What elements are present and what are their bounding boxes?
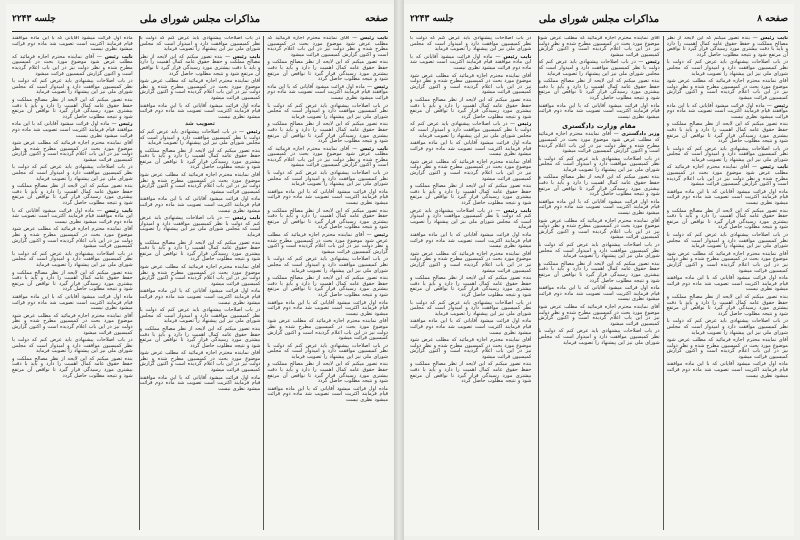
paragraph: آقای نماینده محترم اجازه فرمائید که مطلب عرض شود موضوع مورد بحث در کمیسیون مطرح شده و نظر دولت نیز در این باب اعلام گردیده است و اکنون گزارش کمیسیون قرائت میشود xyxy=(538,36,660,58)
paragraph: بنده تصور میکنم که این لایحه از نظر مصالح مملکت و حفظ حقوق عامه کمال اهمیت را دارد و باید با دقت بیشتری مورد رسیدگی قرار گیرد تا نواقص آن مرتفع شود و نتیجه مطلوب حاصل گردد xyxy=(267,59,388,83)
left-page xyxy=(6,4,394,536)
paragraph: بنده تصور میکنم که این لایحه از نظر مصالح مملکت و حفظ حقوق عامه کمال اهمیت را دارد و باید با دقت بیشتری مورد رسیدگی قرار گیرد تا نواقص آن مرتفع شود و نتیجه مطلوب حاصل گردد xyxy=(267,121,388,145)
speaker-name: نایب رئیس xyxy=(760,36,788,41)
paragraph: ماده اول قرائت میشود آقایانی که با این ماده موافقند قیام فرمایند اکثریت است تصویب شد ماده دوم قرائت میشود نظری نیست xyxy=(139,102,261,120)
paragraph: در باب اصلاحات پیشنهادی باید عرض کنم که دولت با نظر کمیسیون موافقت دارد و امیدوار است که مجلس شورای ملی نیز این پیشنهاد را تصویب فرماید xyxy=(267,102,388,120)
paragraph: آقای نماینده محترم اجازه فرمائید که مطلب عرض شود موضوع مورد بحث در کمیسیون مطرح شده و نظر دولت نیز در این باب اعلام گردیده است و اکنون گزارش کمیسیون قرائت میشود xyxy=(267,318,388,342)
paragraph: ماده اول قرائت میشود آقایانی که با این ماده موافقند قیام فرمایند اکثریت است تصویب شد ماده دوم قرائت میشود نظری نیست xyxy=(267,299,388,317)
paragraph: ماده اول قرائت میشود آقایانی که با این ماده موافقند قیام فرمایند اکثریت است تصویب شد ماده دوم قرائت میشود نظری نیست xyxy=(410,53,532,71)
paragraph: بنده تصور میکنم که این لایحه از نظر مصالح مملکت و حفظ حقوق عامه کمال اهمیت را دارد و باید با دقت بیشتری مورد رسیدگی قرار گیرد تا نواقص آن مرتفع شود و نتیجه مطلوب حاصل گردد xyxy=(538,174,660,198)
paragraph: بنده تصور میکنم که این لایحه از نظر مصالح مملکت و حفظ حقوق عامه کمال اهمیت را دارد و باید با دقت بیشتری مورد رسیدگی قرار گیرد تا نواقص آن مرتفع شود و نتیجه مطلوب حاصل گردد xyxy=(139,239,261,263)
paragraph: در باب اصلاحات پیشنهادی باید عرض کنم که دولت با نظر کمیسیون موافقت دارد و امیدوار است که مجلس شورای ملی نیز این پیشنهاد را تصویب فرماید xyxy=(666,232,788,250)
left-page-title: مذاکرات مجلس شورای ملی xyxy=(139,14,261,25)
right-page-header xyxy=(410,14,788,30)
paragraph: آقای نماینده محترم اجازه فرمائید که مطلب عرض شود موضوع مورد بحث در کمیسیون مطرح شده و نظر دولت نیز در این باب اعلام گردیده است و اکنون گزارش کمیسیون قرائت میشود xyxy=(12,140,133,163)
paragraph: بنده تصور میکنم که این لایحه از نظر مصالح مملکت و حفظ حقوق عامه کمال اهمیت را دارد و باید با دقت بیشتری مورد رسیدگی قرار گیرد تا نواقص آن مرتفع شود و نتیجه مطلوب حاصل گردد xyxy=(410,96,532,120)
speaker-name: رئیس xyxy=(774,102,788,109)
paragraph: ماده اول قرائت میشود آقایانی که با این ماده موافقند قیام فرمایند اکثریت است تصویب شد ماده دوم قرائت میشود نظری نیست xyxy=(666,275,788,293)
paragraph: آقای نماینده محترم اجازه فرمائید که مطلب عرض شود موضوع مورد بحث در کمیسیون مطرح شده و نظر دولت نیز در این باب اعلام گردیده است و اکنون گزارش کمیسیون قرائت میشود xyxy=(12,226,133,250)
paragraph: بنده تصور میکنم که این لایحه از نظر مصالح مملکت و حفظ حقوق عامه کمال اهمیت را دارد و باید با دقت بیشتری مورد رسیدگی قرار گیرد تا نواقص آن مرتفع شود و نتیجه مطلوب حاصل گردد xyxy=(12,183,133,207)
paragraph: در باب اصلاحات پیشنهادی باید عرض کنم که دولت با نظر کمیسیون موافقت دارد و امیدوار است که مجلس شورای ملی نیز این پیشنهاد را تصویب فرماید xyxy=(12,164,133,182)
speaker-name: نایب رئیس xyxy=(503,53,532,60)
paragraph: آقای نماینده محترم اجازه فرمائید که مطلب عرض شود موضوع مورد بحث در کمیسیون مطرح شده و نظر دولت نیز در این باب اعلام گردیده است و اکنون گزارش کمیسیون قرائت میشود xyxy=(538,303,660,327)
paragraph: در باب اصلاحات پیشنهادی باید عرض کنم که دولت با نظر کمیسیون موافقت دارد و امیدوار است که مجلس شورای ملی نیز این پیشنهاد را تصویب فرماید xyxy=(12,250,133,268)
paragraph: آقای نماینده محترم اجازه فرمائید که مطلب عرض شود موضوع مورد بحث در کمیسیون مطرح شده و نظر دولت نیز در این باب اعلام گردیده است و اکنون گزارش کمیسیون قرائت میشود xyxy=(12,53,133,77)
paragraph: آقای نماینده محترم اجازه فرمائید که مطلب عرض شود موضوع مورد بحث در کمیسیون مطرح شده و نظر دولت نیز در این باب اعلام گردیده است و اکنون گزارش کمیسیون قرائت میشود xyxy=(139,263,261,287)
paragraph: در باب اصلاحات پیشنهادی باید عرض کنم که دولت با نظر کمیسیون موافقت دارد و امیدوار است که مجلس شورای ملی نیز این پیشنهاد را تصویب فرماید xyxy=(538,155,660,173)
paragraph: ماده اول قرائت میشود آقایانی که با این ماده موافقند قیام فرمایند اکثریت است تصویب شد ماده دوم قرائت میشود نظری نیست xyxy=(139,196,261,214)
paragraph: بنده تصور میکنم که این لایحه از نظر مصالح مملکت و حفظ حقوق عامه کمال اهمیت را دارد و باید با دقت بیشتری مورد رسیدگی قرار گیرد تا نواقص آن مرتفع شود و نتیجه مطلوب حاصل گردد xyxy=(666,121,788,145)
paragraph: بنده تصور میکنم که این لایحه از نظر مصالح مملکت و حفظ حقوق عامه کمال اهمیت را دارد و باید با دقت بیشتری مورد رسیدگی قرار گیرد تا نواقص آن مرتفع شود و نتیجه مطلوب حاصل گردد xyxy=(410,275,532,298)
paragraph: در باب اصلاحات پیشنهادی باید عرض کنم که دولت با نظر کمیسیون موافقت دارد و امیدوار است که مجلس شورای ملی نیز این پیشنهاد را تصویب فرماید xyxy=(139,215,261,238)
paragraph: بنده تصور میکنم که این لایحه از نظر مصالح مملکت و حفظ حقوق عامه کمال اهمیت را دارد و باید با دقت بیشتری مورد رسیدگی قرار گیرد تا نواقص آن مرتفع شود و نتیجه مطلوب حاصل گردد xyxy=(139,53,261,77)
right-page-number: صفحه ۸ xyxy=(757,14,788,24)
paragraph: آقای نماینده محترم اجازه فرمائید که مطلب عرض شود موضوع مورد بحث در کمیسیون مطرح شده و نظر دولت نیز در این باب اعلام گردیده است و اکنون گزارش کمیسیون قرائت میشود xyxy=(410,337,532,360)
paragraph: ماده اول قرائت میشود آقایانی که با این ماده موافقند قیام فرمایند اکثریت است تصویب شد ماده دوم قرائت میشود نظری نیست xyxy=(410,318,532,336)
paragraph: آقای نماینده محترم اجازه فرمائید که مطلب عرض شود موضوع مورد بحث در کمیسیون مطرح شده و نظر دولت نیز در این باب اعلام گردیده است و اکنون گزارش کمیسیون قرائت میشود xyxy=(410,250,532,274)
text-column: در باب اصلاحات پیشنهادی باید عرض کنم که دولت با نظر کمیسیون موافقت دارد و امیدوار است که مجلس شورای ملی نیز این پیشنهاد را تصویب فرماید نایب رئیس — بنده تصور میکنم که این لایحه از نظر مصالح مملکت و حفظ حقوق عامه کمال اهمیت را دارد و باید با دقت بیشتری مورد رسیدگی قرار گیرد تا نواقص آن مرتفع شود و نتیجه مطلوب حاصل گردد آقای نماینده محترم اجازه فرمائید که مطلب عرض شود موضوع مورد بحث در کمیسیون مطرح شده و نظر دولت نیز در این باب اعلام گردیده است و اکنون گزارش کمیسیون قرائت میشود ماده اول قرائت میشود آقایانی که با این ماده موافقند قیام فرمایند اکثریت است تصویب شد ماده دوم قرائت میشود نظری نیست تصویب شد رئیس — در باب اصلاحات پیشنهادی باید عرض کنم که دولت با نظر کمیسیون موافقت دارد و امیدوار است که مجلس شورای ملی نیز این پیشنهاد را تصویب فرماید بنده تصور میکنم که این لایحه از نظر مصالح مملکت و حفظ حقوق عامه کمال اهمیت را دارد و باید با دقت بیشتری مورد رسیدگی قرار گیرد تا نواقص آن مرتفع شود و نتیجه مطلوب حاصل گردد آقای نماینده محترم اجازه فرمائید که مطلب عرض شود موضوع مورد بحث در کمیسیون مطرح شده و نظر دولت نیز در این باب اعلام گردیده است و اکنون گزارش کمیسیون قرائت میشود ماده اول قرائت میشود آقایانی که با این ماده موافقند قیام فرمایند اکثریت است تصویب شد ماده دوم قرائت میشود نظری نیست نایب رئیس — در باب اصلاحات پیشنهادی باید عرض کنم که دولت با نظر کمیسیون موافقت دارد و امیدوار است که مجلس شورای ملی نیز این پیشنهاد را تصویب فرماید بنده تصور میکنم که این لایحه از نظر مصالح مملکت و حفظ حقوق عامه کمال اهمیت را دارد و باید با دقت بیشتری مورد رسیدگی قرار گیرد تا نواقص آن مرتفع شود و نتیجه مطلوب حاصل گردد آقای نماینده محترم اجازه فرمائید که مطلب عرض شود موضوع مورد بحث در کمیسیون مطرح شده و نظر دولت نیز در این باب اعلام گردیده است و اکنون گزارش کمیسیون قرائت میشود ماده اول قرائت میشود آقایانی که با این ماده موافقند قیام فرمایند اکثریت است تصویب شد ماده دوم قرائت میشود نظری نیست در باب اصلاحات پیشنهادی باید عرض کنم که دولت با نظر کمیسیون موافقت دارد و امیدوار است که مجلس شورای ملی نیز این پیشنهاد را تصویب فرماید بنده تصور میکنم که این لایحه از نظر مصالح مملکت و حفظ حقوق عامه کمال اهمیت را دارد و باید با دقت بیشتری مورد رسیدگی قرار گیرد تا نواقص آن مرتفع شود و نتیجه مطلوب حاصل گردد آقای نماینده محترم اجازه فرمائید که مطلب عرض شود موضوع مورد بحث در کمیسیون مطرح شده و نظر دولت نیز در این باب اعلام گردیده است و اکنون گزارش کمیسیون قرائت میشود ماده اول قرائت میشود آقایانی که با این ماده موافقند قیام فرمایند اکثریت است تصویب شد ماده دوم قرائت میشود نظری نیست xyxy=(139,36,261,392)
paragraph: در باب اصلاحات پیشنهادی باید عرض کنم که دولت با نظر کمیسیون موافقت دارد و امیدوار است که مجلس شورای ملی نیز این پیشنهاد را تصویب فرماید xyxy=(267,342,388,360)
right-header-rule xyxy=(410,31,788,32)
paragraph: در باب اصلاحات پیشنهادی باید عرض کنم که دولت با نظر کمیسیون موافقت دارد و امیدوار است که مجلس شورای ملی نیز این پیشنهاد را تصویب فرماید xyxy=(139,36,261,53)
speaker-name: نایب رئیس xyxy=(760,164,788,171)
paragraph: بنده تصور میکنم که این لایحه از نظر مصالح مملکت و حفظ حقوق عامه کمال اهمیت را دارد و باید با دقت بیشتری مورد رسیدگی قرار گیرد تا نواقص آن مرتفع شود و نتیجه مطلوب حاصل گردد xyxy=(666,36,788,58)
paragraph: ماده اول قرائت میشود آقایانی که با این ماده موافقند قیام فرمایند اکثریت است تصویب شد ماده دوم قرائت میشود نظری نیست xyxy=(12,207,133,225)
paragraph: آقای نماینده محترم اجازه فرمائید که مطلب عرض شود موضوع مورد بحث در کمیسیون مطرح شده و نظر دولت نیز در این باب اعلام گردیده است و اکنون گزارش کمیسیون قرائت میشود xyxy=(410,158,532,182)
paragraph: در باب اصلاحات پیشنهادی باید عرض کنم که دولت با نظر کمیسیون موافقت دارد و امیدوار است که مجلس شورای ملی نیز این پیشنهاد را تصویب فرماید xyxy=(139,307,261,325)
paragraph: بنده تصور میکنم که این لایحه از نظر مصالح مملکت و حفظ حقوق عامه کمال اهمیت را دارد و باید با دقت بیشتری مورد رسیدگی قرار گیرد تا نواقص آن مرتفع شود و نتیجه مطلوب حاصل گردد xyxy=(139,147,261,171)
right-columns xyxy=(410,36,788,530)
paragraph: ماده اول قرائت میشود آقایانی که با این ماده موافقند قیام فرمایند اکثریت است تصویب شد ماده دوم قرائت میشود نظری نیست xyxy=(139,374,261,392)
paragraph: در باب اصلاحات پیشنهادی باید عرض کنم که دولت با نظر کمیسیون موافقت دارد و امیدوار است که مجلس شورای ملی نیز این پیشنهاد را تصویب فرماید xyxy=(12,337,133,355)
paragraph: در باب اصلاحات پیشنهادی باید عرض کنم که دولت با نظر کمیسیون موافقت دارد و امیدوار است که مجلس شورای ملی نیز این پیشنهاد را تصویب فرماید xyxy=(666,145,788,163)
paragraph: ماده اول قرائت میشود آقایانی که با این ماده موافقند قیام فرمایند اکثریت است تصویب شد ماده دوم قرائت میشود نظری نیست xyxy=(538,198,660,217)
paragraph: ماده اول قرائت میشود آقایانی که با این ماده موافقند قیام فرمایند اکثریت است تصویب شد ماده دوم قرائت میشود نظری نیست xyxy=(12,293,133,312)
speaker-name: نایب رئیس xyxy=(232,215,261,222)
paragraph: در باب اصلاحات پیشنهادی باید عرض کنم که دولت با نظر کمیسیون موافقت دارد و امیدوار است که مجلس شورای ملی نیز این پیشنهاد را تصویب فرماید xyxy=(666,318,788,336)
page-gutter xyxy=(394,0,404,540)
paragraph: در باب اصلاحات پیشنهادی باید عرض کنم که دولت با نظر کمیسیون موافقت دارد و امیدوار است که مجلس شورای ملی نیز این پیشنهاد را تصویب فرماید xyxy=(267,256,388,274)
left-header-rule xyxy=(12,31,388,32)
left-page-session: جلسه ۲۲۴۳ xyxy=(12,14,56,24)
paragraph: آقای نماینده محترم اجازه فرمائید که مطلب عرض شود موضوع مورد بحث در کمیسیون مطرح شده و نظر دولت نیز در این باب اعلام گردیده است و اکنون گزارش کمیسیون قرائت میشود xyxy=(12,312,133,336)
paragraph: ماده اول قرائت میشود آقایانی که با این ماده موافقند قیام فرمایند اکثریت است تصویب شد ماده دوم قرائت میشود نظری نیست xyxy=(139,288,261,306)
paragraph: در باب اصلاحات پیشنهادی باید عرض کنم که دولت با نظر کمیسیون موافقت دارد و امیدوار است که مجلس شورای ملی نیز این پیشنهاد را تصویب فرماید xyxy=(139,128,261,147)
paragraph: بنده تصور میکنم که این لایحه از نظر مصالح مملکت و حفظ حقوق عامه کمال اهمیت را دارد و باید با دقت بیشتری مورد رسیدگی قرار گیرد تا نواقص آن مرتفع شود و نتیجه مطلوب حاصل گردد xyxy=(538,260,660,284)
speaker-name: رئیس xyxy=(517,121,532,128)
paragraph: آقای نماینده محترم اجازه فرمائید که مطلب عرض شود موضوع مورد بحث در کمیسیون مطرح شده و نظر دولت نیز در این باب اعلام گردیده است و اکنون گزارش کمیسیون قرائت میشود xyxy=(538,217,660,241)
paragraph: ماده اول قرائت میشود آقایانی که با این ماده موافقند قیام فرمایند اکثریت است تصویب شد ماده دوم قرائت میشود نظری نیست xyxy=(267,188,388,207)
paragraph: ماده اول قرائت میشود آقایانی که با این ماده موافقند قیام فرمایند اکثریت است تصویب شد ماده دوم قرائت میشود نظری نیست xyxy=(538,285,660,303)
paragraph: آقای نماینده محترم اجازه فرمائید که مطلب عرض شود موضوع مورد بحث در کمیسیون مطرح شده و نظر دولت نیز در این باب اعلام گردیده است و اکنون گزارش کمیسیون قرائت میشود xyxy=(538,131,660,155)
paragraph: در باب اصلاحات پیشنهادی باید عرض کنم که دولت با نظر کمیسیون موافقت دارد و امیدوار است که مجلس شورای ملی نیز این پیشنهاد را تصویب فرماید xyxy=(538,328,660,346)
speaker-name: رئیس xyxy=(246,128,261,135)
speaker-name: رئیس xyxy=(374,232,388,238)
paragraph: آقای نماینده محترم اجازه فرمائید که مطلب عرض شود موضوع مورد بحث در کمیسیون مطرح شده و نظر دولت نیز در این باب اعلام گردیده است و اکنون گزارش کمیسیون قرائت میشود xyxy=(139,78,261,101)
speaker-name: وزیر دادگستری xyxy=(621,131,660,138)
paragraph: ماده اول قرائت میشود آقایانی که با این ماده موافقند قیام فرمایند اکثریت است تصویب شد ماده دوم قرائت میشود نظری نیست xyxy=(267,83,388,101)
speaker-name: نایب رئیس xyxy=(360,145,388,152)
paragraph: آقای نماینده محترم اجازه فرمائید که مطلب عرض شود موضوع مورد بحث در کمیسیون مطرح شده و نظر دولت نیز در این باب اعلام گردیده است و اکنون گزارش کمیسیون قرائت میشود xyxy=(410,72,532,96)
speaker-name: نایب رئیس xyxy=(104,207,133,214)
paragraph: ماده اول قرائت میشود آقایانی که با این ماده موافقند قیام فرمایند اکثریت است تصویب شد ماده دوم قرائت میشود نظری نیست xyxy=(12,121,133,139)
paragraph: ماده اول قرائت میشود آقایانی که با این ماده موافقند قیام فرمایند اکثریت است تصویب شد ماده دوم قرائت میشود نظری نیست xyxy=(267,385,388,404)
paragraph: ماده اول قرائت میشود آقایانی که با این ماده موافقند قیام فرمایند اکثریت است تصویب شد ماده دوم قرائت میشود نظری نیست xyxy=(666,188,788,207)
text-column: نایب رئیس — بنده تصور میکنم که این لایحه از نظر مصالح مملکت و حفظ حقوق عامه کمال اهمیت را دارد و باید با دقت بیشتری مورد رسیدگی قرار گیرد تا نواقص آن مرتفع شود و نتیجه مطلوب حاصل گردد در باب اصلاحات پیشنهادی باید عرض کنم که دولت با نظر کمیسیون موافقت دارد و امیدوار است که مجلس شورای ملی نیز این پیشنهاد را تصویب فرماید آقای نماینده محترم اجازه فرمائید که مطلب عرض شود موضوع مورد بحث در کمیسیون مطرح شده و نظر دولت نیز در این باب اعلام گردیده است و اکنون گزارش کمیسیون قرائت میشود رئیس — ماده اول قرائت میشود آقایانی که با این ماده موافقند قیام فرمایند اکثریت است تصویب شد ماده دوم قرائت میشود نظری نیست بنده تصور میکنم که این لایحه از نظر مصالح مملکت و حفظ حقوق عامه کمال اهمیت را دارد و باید با دقت بیشتری مورد رسیدگی قرار گیرد تا نواقص آن مرتفع شود و نتیجه مطلوب حاصل گردد در باب اصلاحات پیشنهادی باید عرض کنم که دولت با نظر کمیسیون موافقت دارد و امیدوار است که مجلس شورای ملی نیز این پیشنهاد را تصویب فرماید نایب رئیس — آقای نماینده محترم اجازه فرمائید که مطلب عرض شود موضوع مورد بحث در کمیسیون مطرح شده و نظر دولت نیز در این باب اعلام گردیده است و اکنون گزارش کمیسیون قرائت میشود ماده اول قرائت میشود آقایانی که با این ماده موافقند قیام فرمایند اکثریت است تصویب شد ماده دوم قرائت میشود نظری نیست بنده تصور میکنم که این لایحه از نظر مصالح مملکت و حفظ حقوق عامه کمال اهمیت را دارد و باید با دقت بیشتری مورد رسیدگی قرار گیرد تا نواقص آن مرتفع شود و نتیجه مطلوب حاصل گردد در باب اصلاحات پیشنهادی باید عرض کنم که دولت با نظر کمیسیون موافقت دارد و امیدوار است که مجلس شورای ملی نیز این پیشنهاد را تصویب فرماید آقای نماینده محترم اجازه فرمائید که مطلب عرض شود موضوع مورد بحث در کمیسیون مطرح شده و نظر دولت نیز در این باب اعلام گردیده است و اکنون گزارش کمیسیون قرائت میشود ماده اول قرائت میشود آقایانی که با این ماده موافقند قیام فرمایند اکثریت است تصویب شد ماده دوم قرائت میشود نظری نیست بنده تصور میکنم که این لایحه از نظر مصالح مملکت و حفظ حقوق عامه کمال اهمیت را دارد و باید با دقت بیشتری مورد رسیدگی قرار گیرد تا نواقص آن مرتفع شود و نتیجه مطلوب حاصل گردد در باب اصلاحات پیشنهادی باید عرض کنم که دولت با نظر کمیسیون موافقت دارد و امیدوار است که مجلس شورای ملی نیز این پیشنهاد را تصویب فرماید آقای نماینده محترم اجازه فرمائید که مطلب عرض شود موضوع مورد بحث در کمیسیون مطرح شده و نظر دولت نیز در این باب اعلام گردیده است و اکنون گزارش کمیسیون قرائت میشود ماده اول قرائت میشود آقایانی که با این ماده موافقند قیام فرمایند اکثریت است تصویب شد ماده دوم قرائت میشود نظری نیست xyxy=(666,36,788,379)
paragraph: در باب اصلاحات پیشنهادی باید عرض کنم که دولت با نظر کمیسیون موافقت دارد و امیدوار است که مجلس شورای ملی نیز این پیشنهاد را تصویب فرماید xyxy=(538,59,660,77)
paragraph: ماده اول قرائت میشود آقایانی که با این ماده موافقند قیام فرمایند اکثریت است تصویب شد ماده دوم قرائت میشود نظری نیست xyxy=(538,102,660,120)
paragraph: بنده تصور میکنم که این لایحه از نظر مصالح مملکت و حفظ حقوق عامه کمال اهمیت را دارد و باید با دقت بیشتری مورد رسیدگی قرار گیرد تا نواقص آن مرتفع شود و نتیجه مطلوب حاصل گردد xyxy=(139,325,261,349)
paragraph: بنده تصور میکنم که این لایحه از نظر مصالح مملکت و حفظ حقوق عامه کمال اهمیت را دارد و باید با دقت بیشتری مورد رسیدگی قرار گیرد تا نواقص آن مرتفع شود و نتیجه مطلوب حاصل گردد xyxy=(538,78,660,101)
paragraph: ماده اول قرائت میشود آقایانی که با این ماده موافقند قیام فرمایند اکثریت است تصویب شد ماده دوم قرائت میشود نظری نیست xyxy=(410,232,532,250)
left-page-header xyxy=(12,14,388,30)
paragraph: در باب اصلاحات پیشنهادی باید عرض کنم که دولت با نظر کمیسیون موافقت دارد و امیدوار است که مجلس شورای ملی نیز این پیشنهاد را تصویب فرماید xyxy=(538,242,660,260)
paragraph: در باب اصلاحات پیشنهادی باید عرض کنم که دولت با نظر کمیسیون موافقت دارد و امیدوار است که مجلس شورای ملی نیز این پیشنهاد را تصویب فرماید xyxy=(267,170,388,188)
paragraph: آقای نماینده محترم اجازه فرمائید که مطلب عرض شود موضوع مورد بحث در کمیسیون مطرح شده و نظر دولت نیز در این باب اعلام گردیده است و اکنون گزارش کمیسیون قرائت میشود xyxy=(666,337,788,360)
right-page-session: جلسه ۲۲۴۳ xyxy=(410,14,454,24)
paragraph: آقای نماینده محترم اجازه فرمائید که مطلب عرض شود موضوع مورد بحث در کمیسیون مطرح شده و نظر دولت نیز در این باب اعلام گردیده است و اکنون گزارش کمیسیون قرائت میشود xyxy=(267,145,388,169)
paragraph: آقای نماینده محترم اجازه فرمائید که مطلب عرض شود موضوع مورد بحث در کمیسیون مطرح شده و نظر دولت نیز در این باب اعلام گردیده است و اکنون گزارش کمیسیون قرائت میشود xyxy=(666,78,788,101)
vote-result: تصویب شد xyxy=(185,121,215,128)
speaker-name: رئیس xyxy=(645,59,660,66)
paragraph: بنده تصور میکنم که این لایحه از نظر مصالح مملکت و حفظ حقوق عامه کمال اهمیت را دارد و باید با دقت بیشتری مورد رسیدگی قرار گیرد تا نواقص آن مرتفع شود و نتیجه مطلوب حاصل گردد xyxy=(12,269,133,293)
paragraph: بنده تصور میکنم که این لایحه از نظر مصالح مملکت و حفظ حقوق عامه کمال اهمیت را دارد و باید با دقت بیشتری مورد رسیدگی قرار گیرد تا نواقص آن مرتفع شود و نتیجه مطلوب حاصل گردد xyxy=(410,183,532,207)
paragraph: آقای نماینده محترم اجازه فرمائید که مطلب عرض شود موضوع مورد بحث در کمیسیون مطرح شده و نظر دولت نیز در این باب اعلام گردیده است و اکنون گزارش کمیسیون قرائت میشود xyxy=(139,350,261,374)
section-heading: مقام وزارت دادگستری xyxy=(562,122,636,131)
speaker-name: رئیس xyxy=(118,121,133,128)
paragraph: بنده تصور میکنم که این لایحه از نظر مصالح مملکت و حفظ حقوق عامه کمال اهمیت را دارد و باید با دقت بیشتری مورد رسیدگی قرار گیرد تا نواقص آن مرتفع شود و نتیجه مطلوب حاصل گردد xyxy=(410,361,532,385)
paragraph: بنده تصور میکنم که این لایحه از نظر مصالح مملکت و حفظ حقوق عامه کمال اهمیت را دارد و باید با دقت بیشتری مورد رسیدگی قرار گیرد تا نواقص آن مرتفع شود و نتیجه مطلوب حاصل گردد xyxy=(267,275,388,298)
paragraph: بنده تصور میکنم که این لایحه از نظر مصالح مملکت و حفظ حقوق عامه کمال اهمیت را دارد و باید با دقت بیشتری مورد رسیدگی قرار گیرد تا نواقص آن مرتفع شود و نتیجه مطلوب حاصل گردد xyxy=(267,361,388,385)
left-page-number: صفحه xyxy=(365,14,388,24)
speaker-name: نایب رئیس xyxy=(503,207,532,214)
paragraph: بنده تصور میکنم که این لایحه از نظر مصالح مملکت و حفظ حقوق عامه کمال اهمیت را دارد و باید با دقت بیشتری مورد رسیدگی قرار گیرد تا نواقص آن مرتفع شود و نتیجه مطلوب حاصل گردد xyxy=(666,207,788,231)
paragraph: بنده تصور میکنم که این لایحه از نظر مصالح مملکت و حفظ حقوق عامه کمال اهمیت را دارد و باید با دقت بیشتری مورد رسیدگی قرار گیرد تا نواقص آن مرتفع شود و نتیجه مطلوب حاصل گردد xyxy=(12,96,133,120)
left-columns xyxy=(12,36,388,530)
text-column: آقای نماینده محترم اجازه فرمائید که مطلب عرض شود موضوع مورد بحث در کمیسیون مطرح شده و نظر دولت نیز در این باب اعلام گردیده است و اکنون گزارش کمیسیون قرائت میشود رئیس — در باب اصلاحات پیشنهادی باید عرض کنم که دولت با نظر کمیسیون موافقت دارد و امیدوار است که مجلس شورای ملی نیز این پیشنهاد را تصویب فرماید بنده تصور میکنم که این لایحه از نظر مصالح مملکت و حفظ حقوق عامه کمال اهمیت را دارد و باید با دقت بیشتری مورد رسیدگی قرار گیرد تا نواقص آن مرتفع شود و نتیجه مطلوب حاصل گردد ماده اول قرائت میشود آقایانی که با این ماده موافقند قیام فرمایند اکثریت است تصویب شد ماده دوم قرائت میشود نظری نیست مقام وزارت دادگستری وزیر دادگستری — آقای نماینده محترم اجازه فرمائید که مطلب عرض شود موضوع مورد بحث در کمیسیون مطرح شده و نظر دولت نیز در این باب اعلام گردیده است و اکنون گزارش کمیسیون قرائت میشود در باب اصلاحات پیشنهادی باید عرض کنم که دولت با نظر کمیسیون موافقت دارد و امیدوار است که مجلس شورای ملی نیز این پیشنهاد را تصویب فرماید بنده تصور میکنم که این لایحه از نظر مصالح مملکت و حفظ حقوق عامه کمال اهمیت را دارد و باید با دقت بیشتری مورد رسیدگی قرار گیرد تا نواقص آن مرتفع شود و نتیجه مطلوب حاصل گردد ماده اول قرائت میشود آقایانی که با این ماده موافقند قیام فرمایند اکثریت است تصویب شد ماده دوم قرائت میشود نظری نیست آقای نماینده محترم اجازه فرمائید که مطلب عرض شود موضوع مورد بحث در کمیسیون مطرح شده و نظر دولت نیز در این باب اعلام گردیده است و اکنون گزارش کمیسیون قرائت میشود در باب اصلاحات پیشنهادی باید عرض کنم که دولت با نظر کمیسیون موافقت دارد و امیدوار است که مجلس شورای ملی نیز این پیشنهاد را تصویب فرماید بنده تصور میکنم که این لایحه از نظر مصالح مملکت و حفظ حقوق عامه کمال اهمیت را دارد و باید با دقت بیشتری مورد رسیدگی قرار گیرد تا نواقص آن مرتفع شود و نتیجه مطلوب حاصل گردد ماده اول قرائت میشود آقایانی که با این ماده موافقند قیام فرمایند اکثریت است تصویب شد ماده دوم قرائت میشود نظری نیست آقای نماینده محترم اجازه فرمائید که مطلب عرض شود موضوع مورد بحث در کمیسیون مطرح شده و نظر دولت نیز در این باب اعلام گردیده است و اکنون گزارش کمیسیون قرائت میشود در باب اصلاحات پیشنهادی باید عرض کنم که دولت با نظر کمیسیون موافقت دارد و امیدوار است که مجلس شورای ملی نیز این پیشنهاد را تصویب فرماید xyxy=(538,36,660,346)
right-page xyxy=(404,4,794,536)
speaker-name: نایب رئیس xyxy=(104,53,133,60)
paragraph: در باب اصلاحات پیشنهادی باید عرض کنم که دولت با نظر کمیسیون موافقت دارد و امیدوار است که مجلس شورای ملی نیز این پیشنهاد را تصویب فرماید xyxy=(410,36,532,53)
paragraph: بنده تصور میکنم که این لایحه از نظر مصالح مملکت و حفظ حقوق عامه کمال اهمیت را دارد و باید با دقت بیشتری مورد رسیدگی قرار گیرد تا نواقص آن مرتفع شود و نتیجه مطلوب حاصل گردد xyxy=(12,355,133,379)
text-column: ماده اول قرائت میشود آقایانی که با این ماده موافقند قیام فرمایند اکثریت است تصویب شد ماده دوم قرائت میشود نظری نیست نایب رئیس — آقای نماینده محترم اجازه فرمائید که مطلب عرض شود موضوع مورد بحث در کمیسیون مطرح شده و نظر دولت نیز در این باب اعلام گردیده است و اکنون گزارش کمیسیون قرائت میشود در باب اصلاحات پیشنهادی باید عرض کنم که دولت با نظر کمیسیون موافقت دارد و امیدوار است که مجلس شورای ملی نیز این پیشنهاد را تصویب فرماید بنده تصور میکنم که این لایحه از نظر مصالح مملکت و حفظ حقوق عامه کمال اهمیت را دارد و باید با دقت بیشتری مورد رسیدگی قرار گیرد تا نواقص آن مرتفع شود و نتیجه مطلوب حاصل گردد رئیس — ماده اول قرائت میشود آقایانی که با این ماده موافقند قیام فرمایند اکثریت است تصویب شد ماده دوم قرائت میشود نظری نیست آقای نماینده محترم اجازه فرمائید که مطلب عرض شود موضوع مورد بحث در کمیسیون مطرح شده و نظر دولت نیز در این باب اعلام گردیده است و اکنون گزارش کمیسیون قرائت میشود در باب اصلاحات پیشنهادی باید عرض کنم که دولت با نظر کمیسیون موافقت دارد و امیدوار است که مجلس شورای ملی نیز این پیشنهاد را تصویب فرماید بنده تصور میکنم که این لایحه از نظر مصالح مملکت و حفظ حقوق عامه کمال اهمیت را دارد و باید با دقت بیشتری مورد رسیدگی قرار گیرد تا نواقص آن مرتفع شود و نتیجه مطلوب حاصل گردد نایب رئیس — ماده اول قرائت میشود آقایانی که با این ماده موافقند قیام فرمایند اکثریت است تصویب شد ماده دوم قرائت میشود نظری نیست آقای نماینده محترم اجازه فرمائید که مطلب عرض شود موضوع مورد بحث در کمیسیون مطرح شده و نظر دولت نیز در این باب اعلام گردیده است و اکنون گزارش کمیسیون قرائت میشود در باب اصلاحات پیشنهادی باید عرض کنم که دولت با نظر کمیسیون موافقت دارد و امیدوار است که مجلس شورای ملی نیز این پیشنهاد را تصویب فرماید بنده تصور میکنم که این لایحه از نظر مصالح مملکت و حفظ حقوق عامه کمال اهمیت را دارد و باید با دقت بیشتری مورد رسیدگی قرار گیرد تا نواقص آن مرتفع شود و نتیجه مطلوب حاصل گردد ماده اول قرائت میشود آقایانی که با این ماده موافقند قیام فرمایند اکثریت است تصویب شد ماده دوم قرائت میشود نظری نیست آقای نماینده محترم اجازه فرمائید که مطلب عرض شود موضوع مورد بحث در کمیسیون مطرح شده و نظر دولت نیز در این باب اعلام گردیده است و اکنون گزارش کمیسیون قرائت میشود در باب اصلاحات پیشنهادی باید عرض کنم که دولت با نظر کمیسیون موافقت دارد و امیدوار است که مجلس شورای ملی نیز این پیشنهاد را تصویب فرماید بنده تصور میکنم که این لایحه از نظر مصالح مملکت و حفظ حقوق عامه کمال اهمیت را دارد و باید با دقت بیشتری مورد رسیدگی قرار گیرد تا نواقص آن مرتفع شود و نتیجه مطلوب حاصل گردد xyxy=(12,36,133,379)
text-column: در باب اصلاحات پیشنهادی باید عرض کنم که دولت با نظر کمیسیون موافقت دارد و امیدوار است که مجلس شورای ملی نیز این پیشنهاد را تصویب فرماید نایب رئیس — ماده اول قرائت میشود آقایانی که با این ماده موافقند قیام فرمایند اکثریت است تصویب شد ماده دوم قرائت میشود نظری نیست آقای نماینده محترم اجازه فرمائید که مطلب عرض شود موضوع مورد بحث در کمیسیون مطرح شده و نظر دولت نیز در این باب اعلام گردیده است و اکنون گزارش کمیسیون قرائت میشود بنده تصور میکنم که این لایحه از نظر مصالح مملکت و حفظ حقوق عامه کمال اهمیت را دارد و باید با دقت بیشتری مورد رسیدگی قرار گیرد تا نواقص آن مرتفع شود و نتیجه مطلوب حاصل گردد رئیس — در باب اصلاحات پیشنهادی باید عرض کنم که دولت با نظر کمیسیون موافقت دارد و امیدوار است که مجلس شورای ملی نیز این پیشنهاد را تصویب فرماید ماده اول قرائت میشود آقایانی که با این ماده موافقند قیام فرمایند اکثریت است تصویب شد ماده دوم قرائت میشود نظری نیست آقای نماینده محترم اجازه فرمائید که مطلب عرض شود موضوع مورد بحث در کمیسیون مطرح شده و نظر دولت نیز در این باب اعلام گردیده است و اکنون گزارش کمیسیون قرائت میشود بنده تصور میکنم که این لایحه از نظر مصالح مملکت و حفظ حقوق عامه کمال اهمیت را دارد و باید با دقت بیشتری مورد رسیدگی قرار گیرد تا نواقص آن مرتفع شود و نتیجه مطلوب حاصل گردد نایب رئیس — در باب اصلاحات پیشنهادی باید عرض کنم که دولت با نظر کمیسیون موافقت دارد و امیدوار است که مجلس شورای ملی نیز این پیشنهاد را تصویب فرماید ماده اول قرائت میشود آقایانی که با این ماده موافقند قیام فرمایند اکثریت است تصویب شد ماده دوم قرائت میشود نظری نیست آقای نماینده محترم اجازه فرمائید که مطلب عرض شود موضوع مورد بحث در کمیسیون مطرح شده و نظر دولت نیز در این باب اعلام گردیده است و اکنون گزارش کمیسیون قرائت میشود بنده تصور میکنم که این لایحه از نظر مصالح مملکت و حفظ حقوق عامه کمال اهمیت را دارد و باید با دقت بیشتری مورد رسیدگی قرار گیرد تا نواقص آن مرتفع شود و نتیجه مطلوب حاصل گردد در باب اصلاحات پیشنهادی باید عرض کنم که دولت با نظر کمیسیون موافقت دارد و امیدوار است که مجلس شورای ملی نیز این پیشنهاد را تصویب فرماید ماده اول قرائت میشود آقایانی که با این ماده موافقند قیام فرمایند اکثریت است تصویب شد ماده دوم قرائت میشود نظری نیست آقای نماینده محترم اجازه فرمائید که مطلب عرض شود موضوع مورد بحث در کمیسیون مطرح شده و نظر دولت نیز در این باب اعلام گردیده است و اکنون گزارش کمیسیون قرائت میشود بنده تصور میکنم که این لایحه از نظر مصالح مملکت و حفظ حقوق عامه کمال اهمیت را دارد و باید با دقت بیشتری مورد رسیدگی قرار گیرد تا نواقص آن مرتفع شود و نتیجه مطلوب حاصل گردد xyxy=(410,36,532,385)
paragraph: بنده تصور میکنم که این لایحه از نظر مصالح مملکت و حفظ حقوق عامه کمال اهمیت را دارد و باید با دقت بیشتری مورد رسیدگی قرار گیرد تا نواقص آن مرتفع شود و نتیجه مطلوب حاصل گردد xyxy=(666,293,788,317)
paragraph: آقای نماینده محترم اجازه فرمائید که مطلب عرض شود موضوع مورد بحث در کمیسیون مطرح شده و نظر دولت نیز در این باب اعلام گردیده است و اکنون گزارش کمیسیون قرائت میشود xyxy=(139,172,261,195)
paragraph: ماده اول قرائت میشود آقایانی که با این ماده موافقند قیام فرمایند اکثریت است تصویب شد ماده دوم قرائت میشود نظری نیست xyxy=(12,36,133,53)
paragraph: در باب اصلاحات پیشنهادی باید عرض کنم که دولت با نظر کمیسیون موافقت دارد و امیدوار است که مجلس شورای ملی نیز این پیشنهاد را تصویب فرماید xyxy=(666,59,788,77)
paragraph: در باب اصلاحات پیشنهادی باید عرض کنم که دولت با نظر کمیسیون موافقت دارد و امیدوار است که مجلس شورای ملی نیز این پیشنهاد را تصویب فرماید xyxy=(410,299,532,317)
paragraph: ماده اول قرائت میشود آقایانی که با این ماده موافقند قیام فرمایند اکثریت است تصویب شد ماده دوم قرائت میشود نظری نیست xyxy=(666,361,788,379)
paragraph: آقای نماینده محترم اجازه فرمائید که مطلب عرض شود موضوع مورد بحث در کمیسیون مطرح شده و نظر دولت نیز در این باب اعلام گردیده است و اکنون گزارش کمیسیون قرائت میشود xyxy=(666,250,788,274)
paragraph: آقای نماینده محترم اجازه فرمائید که مطلب عرض شود موضوع مورد بحث در کمیسیون مطرح شده و نظر دولت نیز در این باب اعلام گردیده است و اکنون گزارش کمیسیون قرائت میشود xyxy=(666,164,788,188)
text-column: نایب رئیس — آقای نماینده محترم اجازه فرمائید که مطلب عرض شود موضوع مورد بحث در کمیسیون مطرح شده و نظر دولت نیز در این باب اعلام گردیده است و اکنون گزارش کمیسیون قرائت میشود بنده تصور میکنم که این لایحه از نظر مصالح مملکت و حفظ حقوق عامه کمال اهمیت را دارد و باید با دقت بیشتری مورد رسیدگی قرار گیرد تا نواقص آن مرتفع شود و نتیجه مطلوب حاصل گردد رئیس — ماده اول قرائت میشود آقایانی که با این ماده موافقند قیام فرمایند اکثریت است تصویب شد ماده دوم قرائت میشود نظری نیست در باب اصلاحات پیشنهادی باید عرض کنم که دولت با نظر کمیسیون موافقت دارد و امیدوار است که مجلس شورای ملی نیز این پیشنهاد را تصویب فرماید بنده تصور میکنم که این لایحه از نظر مصالح مملکت و حفظ حقوق عامه کمال اهمیت را دارد و باید با دقت بیشتری مورد رسیدگی قرار گیرد تا نواقص آن مرتفع شود و نتیجه مطلوب حاصل گردد نایب رئیس — آقای نماینده محترم اجازه فرمائید که مطلب عرض شود موضوع مورد بحث در کمیسیون مطرح شده و نظر دولت نیز در این باب اعلام گردیده است و اکنون گزارش کمیسیون قرائت میشود در باب اصلاحات پیشنهادی باید عرض کنم که دولت با نظر کمیسیون موافقت دارد و امیدوار است که مجلس شورای ملی نیز این پیشنهاد را تصویب فرماید ماده اول قرائت میشود آقایانی که با این ماده موافقند قیام فرمایند اکثریت است تصویب شد ماده دوم قرائت میشود نظری نیست بنده تصور میکنم که این لایحه از نظر مصالح مملکت و حفظ حقوق عامه کمال اهمیت را دارد و باید با دقت بیشتری مورد رسیدگی قرار گیرد تا نواقص آن مرتفع شود و نتیجه مطلوب حاصل گردد رئیس — آقای نماینده محترم اجازه فرمائید که مطلب عرض شود موضوع مورد بحث در کمیسیون مطرح شده و نظر دولت نیز در این باب اعلام گردیده است و اکنون گزارش کمیسیون قرائت میشود در باب اصلاحات پیشنهادی باید عرض کنم که دولت با نظر کمیسیون موافقت دارد و امیدوار است که مجلس شورای ملی نیز این پیشنهاد را تصویب فرماید بنده تصور میکنم که این لایحه از نظر مصالح مملکت و حفظ حقوق عامه کمال اهمیت را دارد و باید با دقت بیشتری مورد رسیدگی قرار گیرد تا نواقص آن مرتفع شود و نتیجه مطلوب حاصل گردد ماده اول قرائت میشود آقایانی که با این ماده موافقند قیام فرمایند اکثریت است تصویب شد ماده دوم قرائت میشود نظری نیست آقای نماینده محترم اجازه فرمائید که مطلب عرض شود موضوع مورد بحث در کمیسیون مطرح شده و نظر دولت نیز در این باب اعلام گردیده است و اکنون گزارش کمیسیون قرائت میشود در باب اصلاحات پیشنهادی باید عرض کنم که دولت با نظر کمیسیون موافقت دارد و امیدوار است که مجلس شورای ملی نیز این پیشنهاد را تصویب فرماید بنده تصور میکنم که این لایحه از نظر مصالح مملکت و حفظ حقوق عامه کمال اهمیت را دارد و باید با دقت بیشتری مورد رسیدگی قرار گیرد تا نواقص آن مرتفع شود و نتیجه مطلوب حاصل گردد ماده اول قرائت میشود آقایانی که با این ماده موافقند قیام فرمایند اکثریت است تصویب شد ماده دوم قرائت میشود نظری نیست xyxy=(267,36,388,404)
paragraph: آقای نماینده محترم اجازه فرمائید که مطلب عرض شود موضوع مورد بحث در کمیسیون مطرح شده و نظر دولت نیز در این باب اعلام گردیده است و اکنون گزارش کمیسیون قرائت میشود xyxy=(267,36,388,58)
paragraph: در باب اصلاحات پیشنهادی باید عرض کنم که دولت با نظر کمیسیون موافقت دارد و امیدوار است که مجلس شورای ملی نیز این پیشنهاد را تصویب فرماید xyxy=(410,121,532,139)
paragraph: بنده تصور میکنم که این لایحه از نظر مصالح مملکت و حفظ حقوق عامه کمال اهمیت را دارد و باید با دقت بیشتری مورد رسیدگی قرار گیرد تا نواقص آن مرتفع شود و نتیجه مطلوب حاصل گردد xyxy=(267,207,388,231)
paragraph: ماده اول قرائت میشود آقایانی که با این ماده موافقند قیام فرمایند اکثریت است تصویب شد ماده دوم قرائت میشود نظری نیست xyxy=(410,140,532,158)
speaker-name: نایب رئیس xyxy=(360,36,388,41)
paragraph: ماده اول قرائت میشود آقایانی که با این ماده موافقند قیام فرمایند اکثریت است تصویب شد ماده دوم قرائت میشود نظری نیست xyxy=(666,102,788,120)
paragraph: در باب اصلاحات پیشنهادی باید عرض کنم که دولت با نظر کمیسیون موافقت دارد و امیدوار است که مجلس شورای ملی نیز این پیشنهاد را تصویب فرماید xyxy=(410,207,532,231)
right-page-title: مذاکرات مجلس شورای ملی xyxy=(538,14,660,25)
paragraph: در باب اصلاحات پیشنهادی باید عرض کنم که دولت با نظر کمیسیون موافقت دارد و امیدوار است که مجلس شورای ملی نیز این پیشنهاد را تصویب فرماید xyxy=(12,78,133,96)
speaker-name: نایب رئیس xyxy=(232,53,261,60)
speaker-name: رئیس xyxy=(374,83,388,90)
paragraph: آقای نماینده محترم اجازه فرمائید که مطلب عرض شود موضوع مورد بحث در کمیسیون مطرح شده و نظر دولت نیز در این باب اعلام گردیده است و اکنون گزارش کمیسیون قرائت میشود xyxy=(267,232,388,255)
